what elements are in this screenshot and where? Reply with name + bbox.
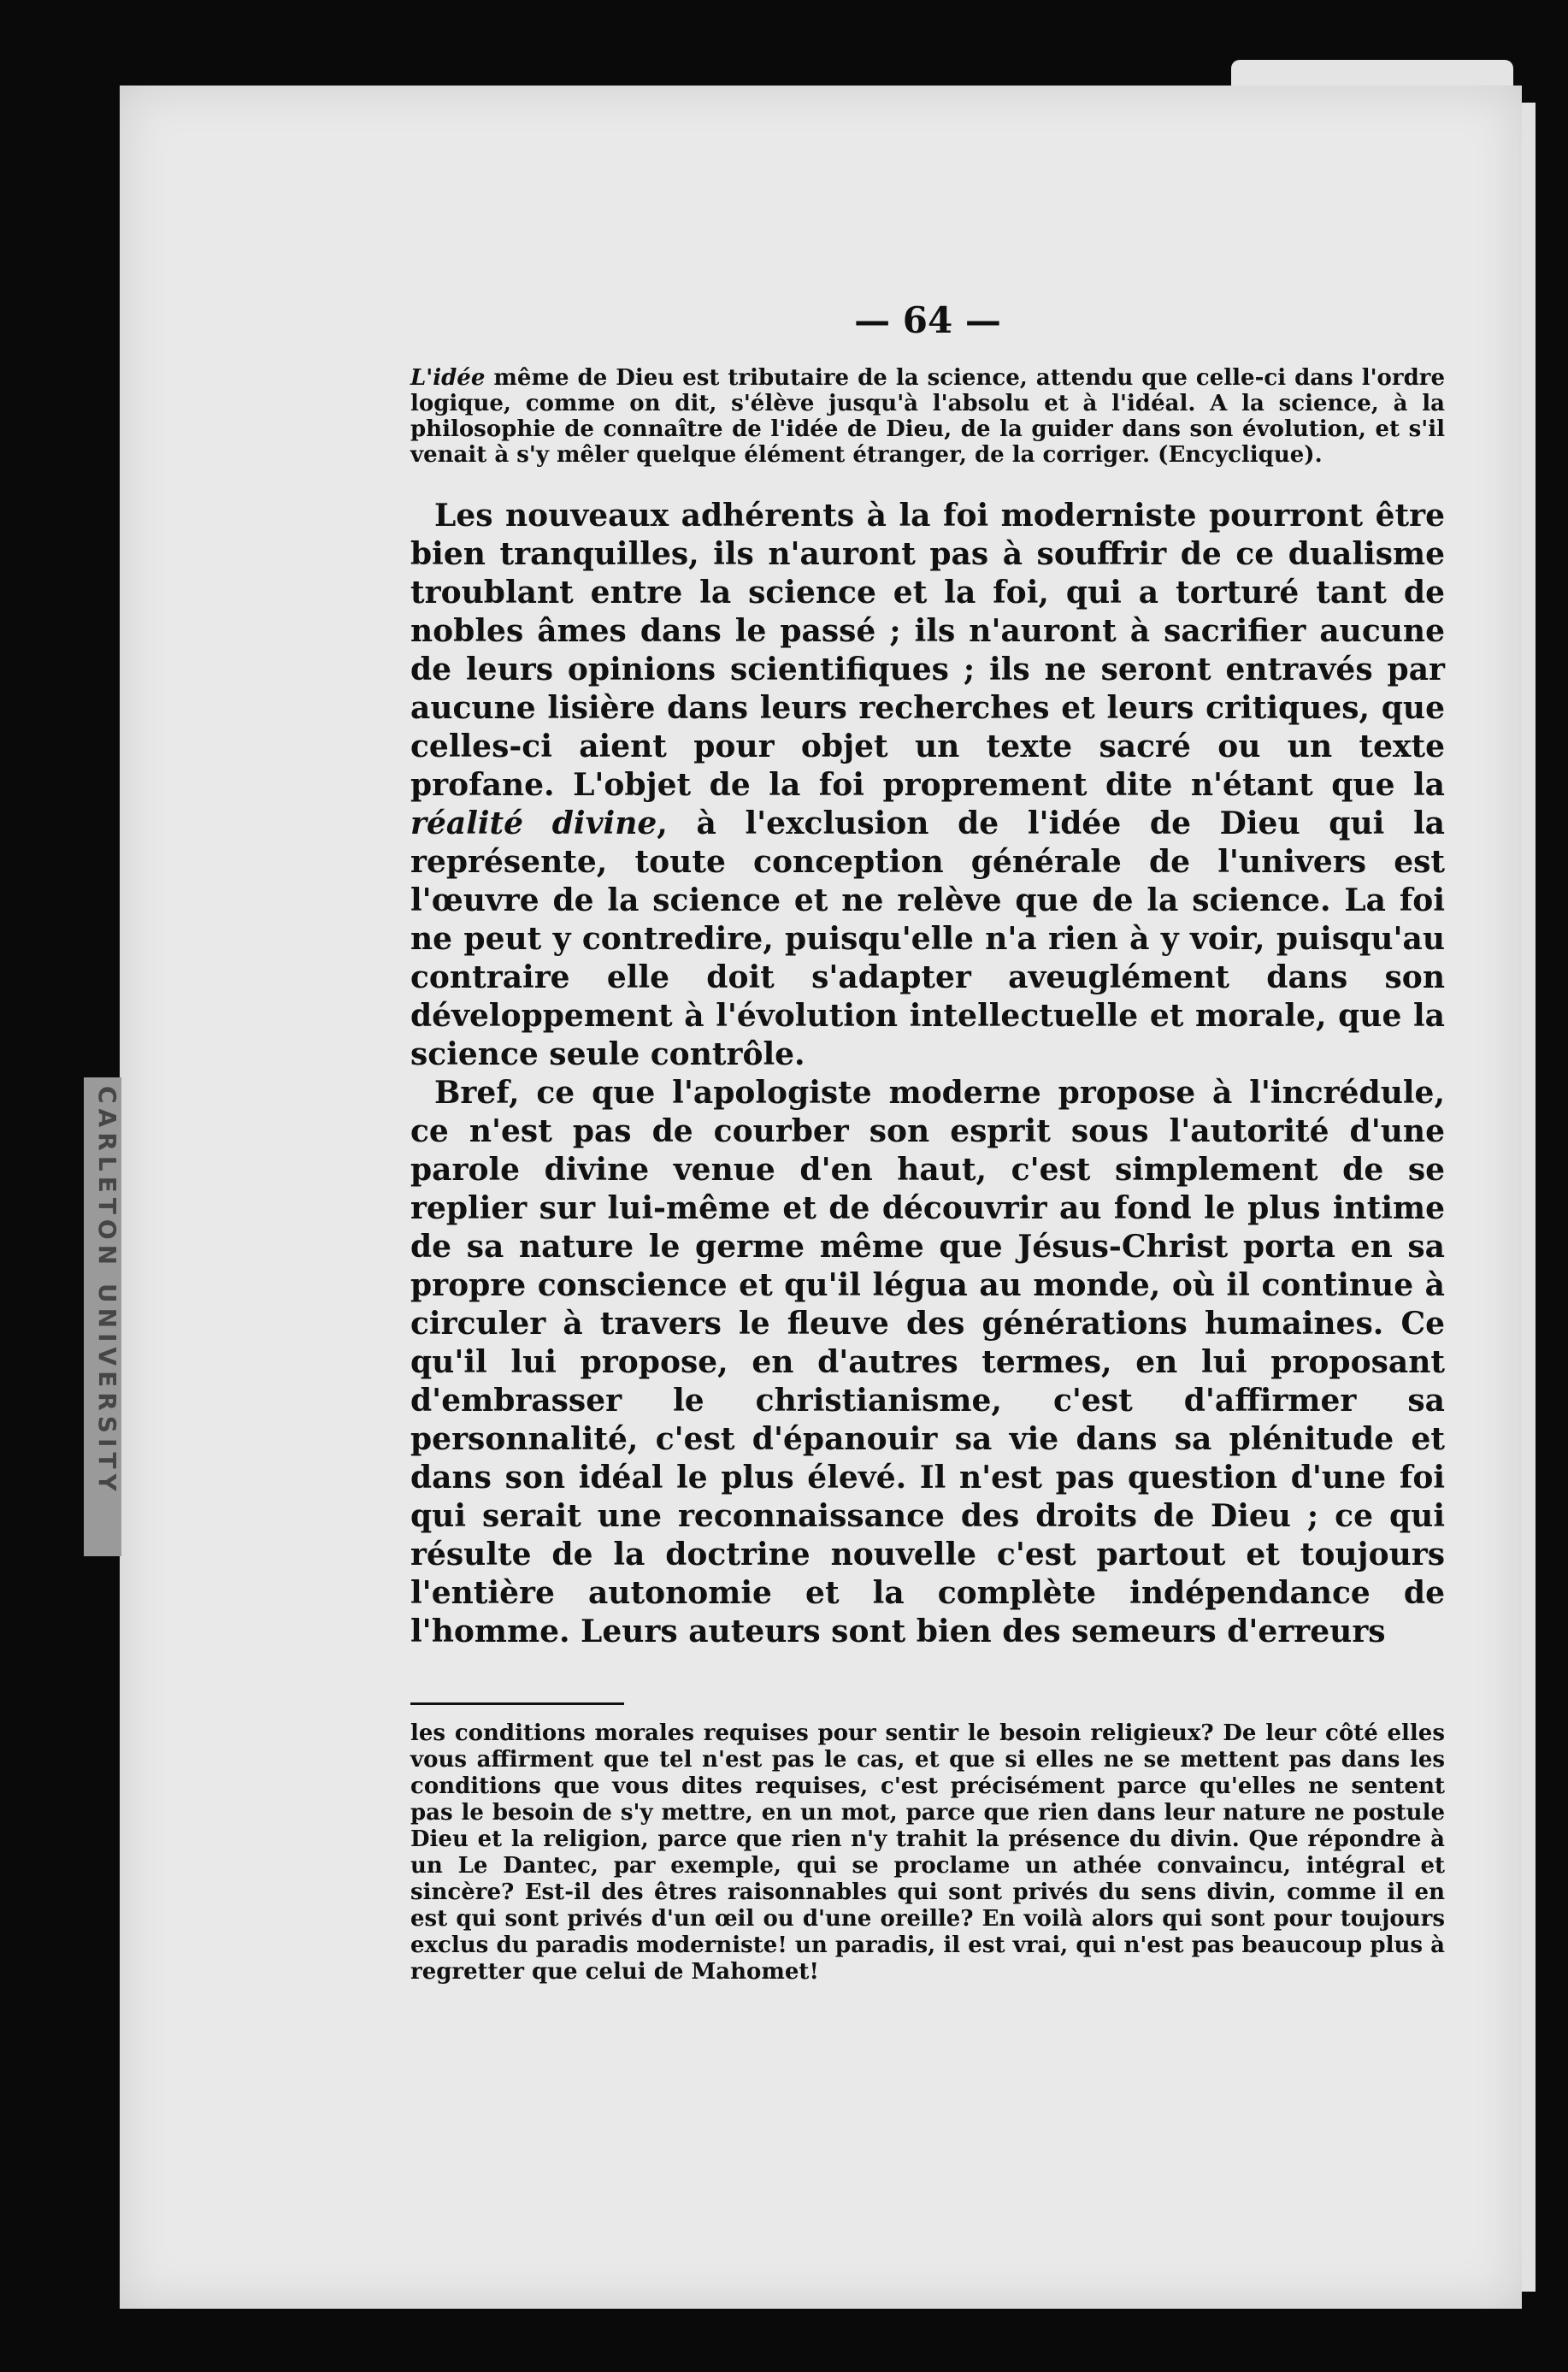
paragraph-1-part-2: , à l'exclusion de l'idée de Dieu qui la représente, toute conception générale de l'univers est l'œuvre de la science et ne relève que de la science. La foi ne peut y contredire, puisqu'elle n'a rien à y voir, puisqu'au contraire elle doit s'adapter aveuglément dans son développement à l'évolution intellectuelle et morale, que la science seule contrôle. — [410, 805, 1445, 1072]
paragraph-1-part-1: Les nouveaux adhérents à la foi moderniste pourront être bien tranquilles, ils n'auront pas à souffrir de ce dualisme troublant entre la science et la foi, qui a torturé tant de nobles âmes dans le passé ; ils n'auront à sacrifier aucune de leurs opinions scientifiques ; ils ne seront entravés par aucune lisière dans leurs recherches et leurs critiques, que celles-ci aient pour objet un texte sacré ou un texte profane. L'objet de la foi proprement dite n'étant que la — [410, 498, 1445, 803]
page-content — [410, 299, 1445, 1986]
page-edge-strip — [1522, 103, 1536, 2292]
paragraph-1-italic: réalité divine — [410, 805, 657, 841]
encyclical-quote — [410, 365, 1445, 468]
spine-label: CARLETON UNIVERSITY — [93, 1086, 121, 1496]
paragraph-1 — [410, 497, 1445, 1074]
paragraph-2: Bref, ce que l'apologiste moderne propose à l'incrédule, ce n'est pas de courber son esprit sous l'autorité d'une parole divine venue d'en haut, c'est simplement de se replier sur lui-même et de découvrir au fond le plus intime de sa nature le germe même que Jésus-Christ porta en sa propre conscience et qu'il légua au monde, où il continue à circuler à travers le fleuve des générations humaines. Ce qu'il lui propose, en d'autres termes, en lui proposant d'embrasser le christianisme, c'est d'affirmer sa personnalité, c'est d'épanouir sa vie dans sa plénitude et dans son idéal le plus élevé. Il n'est pas question d'une foi qui serait une reconnaissance des droits de Dieu ; ce qui résulte de la doctrine nouvelle c'est partout et toujours l'entière autonomie et la complète indépendance de l'homme. Leurs auteurs sont bien des semeurs d'erreurs — [410, 1075, 1445, 1649]
quote-text: même de Dieu est tributaire de la science, attendu que celle-ci dans l'ordre logique, comme on dit, s'élève jusqu'à l'absolu et à l'idéal. A la science, à la philosophie de connaître de l'idée de Dieu, de la guider dans son évolution, et s'il venait à s'y mêler quelque élément étranger, de la corriger. (Encyclique). — [410, 365, 1445, 468]
quote-lead-italic: L'idée — [410, 365, 486, 391]
footnote-rule — [410, 1702, 624, 1705]
footnote: les conditions morales requises pour sentir le besoin religieux? De leur côté elles vous affirment que tel n'est pas le cas, et que si elles ne se mettent pas dans les conditions que vous dites requises, c'est précisément parce qu'elles ne sentent pas le besoin de s'y mettre, en un mot, parce que rien dans leur nature ne postule Dieu et la religion, parce que rien n'y trahit la présence du divin. Que répondre à un Le Dantec, par exemple, qui se proclame un athée convaincu, intégral et sincère? Est-il des êtres raisonnables qui sont privés du sens divin, comme il en est qui sont privés d'un œil ou d'une oreille? En voilà alors qui sont pour toujours exclus du paradis moderniste! un paradis, il est vrai, qui n'est pas beaucoup plus à regretter que celui de Mahomet! — [410, 1720, 1445, 1985]
page-number: — 64 — — [854, 299, 1001, 341]
